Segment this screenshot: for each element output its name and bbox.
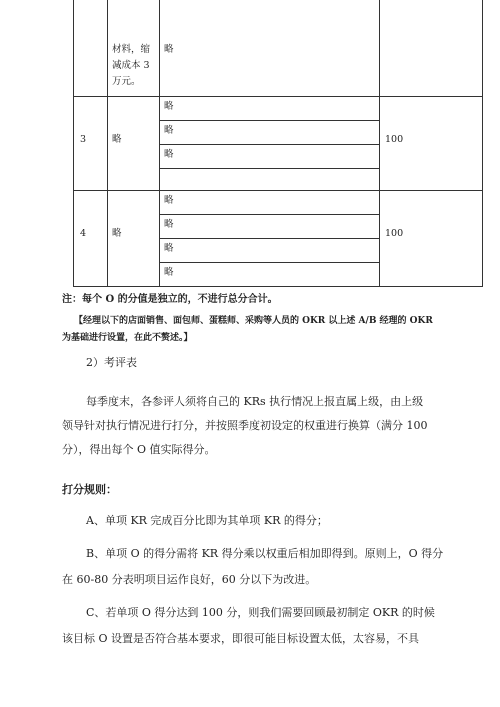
table-subrow-divider bbox=[159, 120, 379, 121]
row-score: 100 bbox=[385, 134, 404, 145]
table-row-divider bbox=[73, 190, 483, 191]
top-row-kr: 略 bbox=[164, 44, 174, 55]
rules-title: 打分规则： bbox=[62, 483, 117, 496]
table-border-left bbox=[73, 0, 74, 287]
row-number: 4 bbox=[80, 228, 87, 239]
kr-cell: 略 bbox=[164, 101, 174, 112]
rule-a: A、单项 KR 完成百分比即为其单项 KR 的得分； bbox=[86, 514, 328, 527]
top-row-desc-line: 材料，缩 bbox=[112, 44, 151, 55]
top-row-desc-line: 万元。 bbox=[112, 76, 141, 87]
table-row-divider bbox=[73, 96, 483, 97]
section-title: 2）考评表 bbox=[86, 356, 137, 369]
rule-c-line: C、若单项 O 得分达到 100 分，则我们需要回顾最初制定 OKR 的时候 bbox=[86, 606, 435, 619]
kr-cell: 略 bbox=[164, 125, 174, 136]
top-row-desc-line: 减成本 3 bbox=[112, 60, 150, 71]
paragraph-line: 领导针对执行情况进行打分，并按照季度初设定的权重进行换算（满分 100 bbox=[62, 419, 428, 432]
paragraph-line: 每季度末，各参评人须将自己的 KRs 执行情况上报直属上级，由上级 bbox=[86, 395, 424, 408]
table-col-divider bbox=[379, 0, 380, 287]
row-score: 100 bbox=[385, 228, 404, 239]
table-subrow-divider bbox=[159, 214, 379, 215]
kr-cell: 略 bbox=[164, 149, 174, 160]
table-subrow-divider bbox=[159, 168, 379, 169]
rule-c-line: 该目标 O 设置是否符合基本要求，即很可能目标设置太低，太容易，不具 bbox=[62, 632, 420, 645]
table-border-right bbox=[482, 0, 483, 287]
table-col-divider bbox=[107, 0, 108, 287]
note-staff-okr-line2: 为基础进行设置，在此不赘述。】 bbox=[62, 333, 193, 343]
rule-b-line: 在 60-80 分表明项目运作良好，60 分以下为改进。 bbox=[62, 573, 317, 586]
rule-b-line: B、单项 O 的得分需将 KR 得分乘以权重后相加即得到。原则上，O 得分 bbox=[86, 547, 444, 560]
kr-cell: 略 bbox=[164, 195, 174, 206]
note-staff-okr-line1: 【经理以下的店面销售、面包师、蛋糕师、采购等人员的 OKR 以上述 A/B 经理的 OKR bbox=[74, 316, 433, 326]
kr-cell: 略 bbox=[164, 219, 174, 230]
table-border-bottom bbox=[73, 286, 483, 287]
table-subrow-divider bbox=[159, 144, 379, 145]
okr-table bbox=[73, 0, 483, 287]
row-number: 3 bbox=[80, 134, 87, 145]
paragraph-line: 分），得出每个 O 值实际得分。 bbox=[62, 443, 216, 456]
note-independent-score: 注：每个 O 的分值是独立的，不进行总分合计。 bbox=[62, 294, 278, 305]
row-objective: 略 bbox=[112, 134, 122, 145]
table-subrow-divider bbox=[159, 238, 379, 239]
kr-cell: 略 bbox=[164, 243, 174, 254]
kr-cell: 略 bbox=[164, 267, 174, 278]
row-objective: 略 bbox=[112, 228, 122, 239]
table-subrow-divider bbox=[159, 262, 379, 263]
